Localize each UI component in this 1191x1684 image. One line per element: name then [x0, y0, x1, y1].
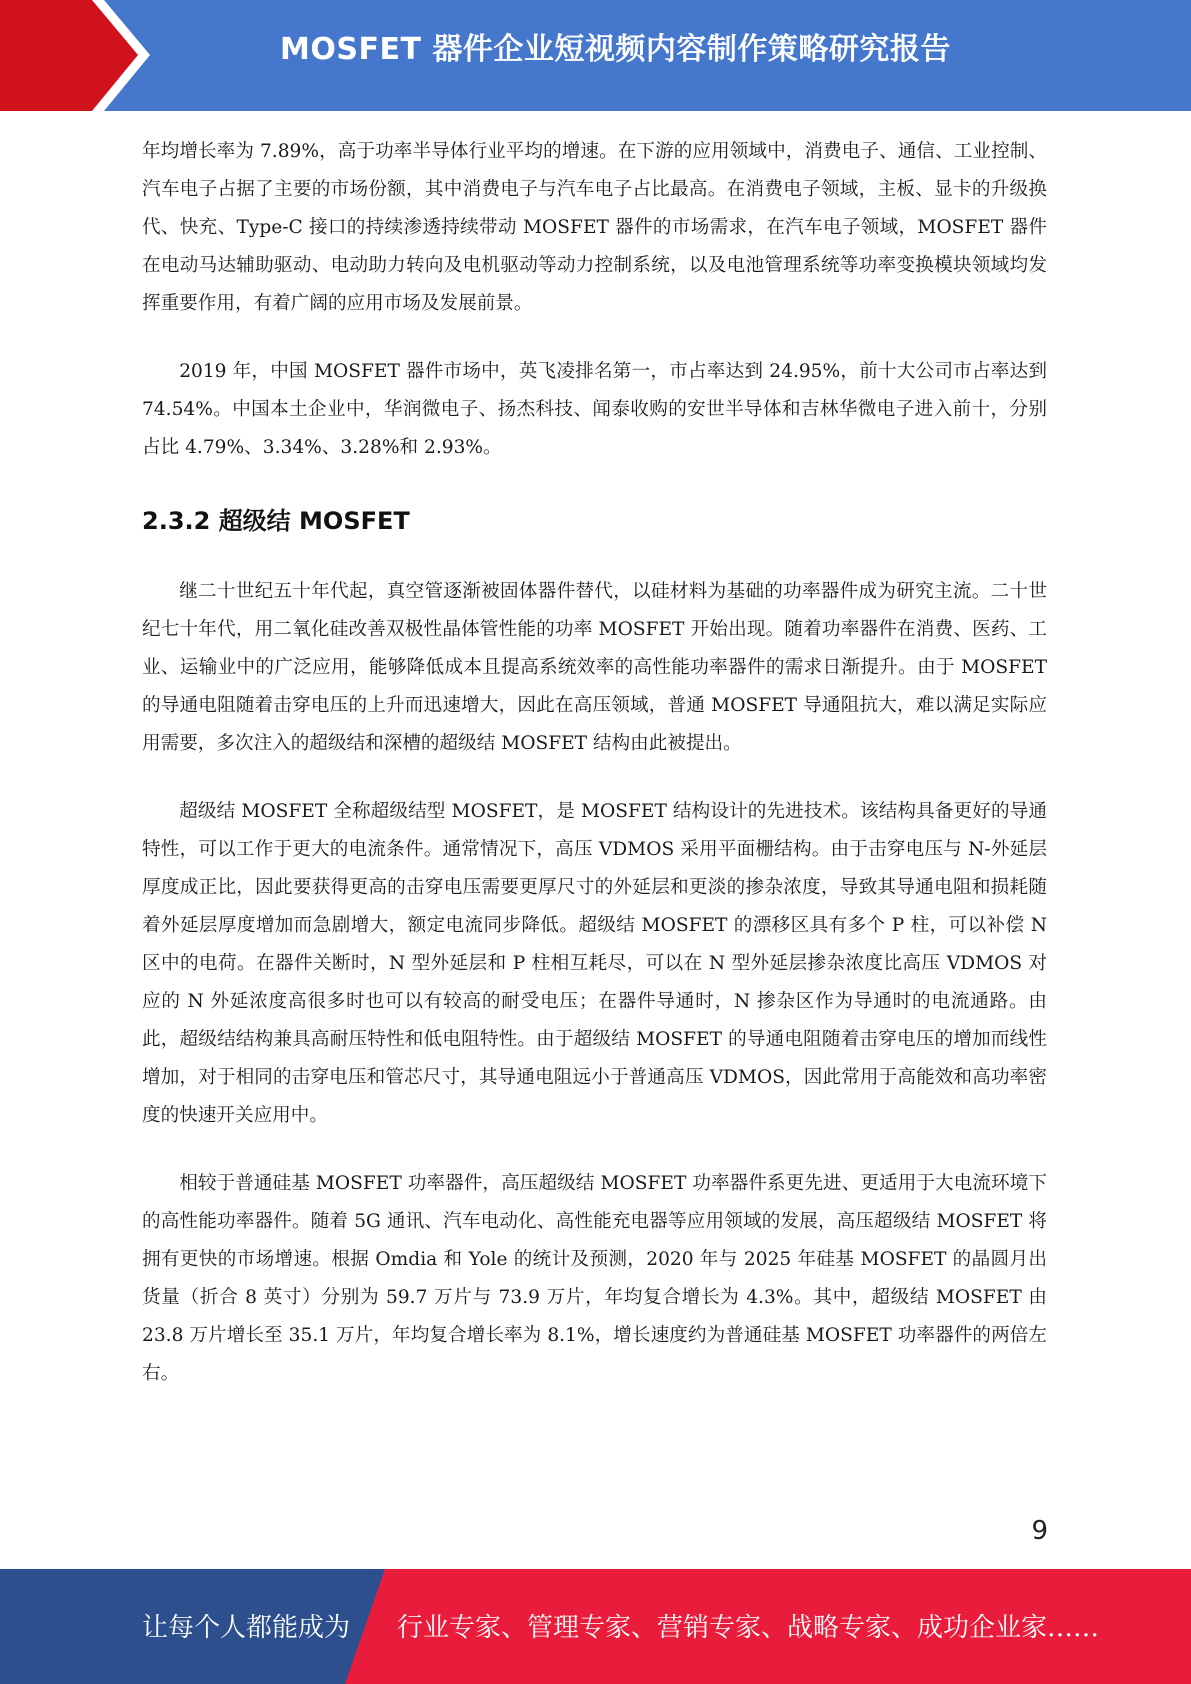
footer-slogan-right: 行业专家、管理专家、营销专家、战略专家、成功企业家…… [397, 1613, 1100, 1643]
section-heading: 2.3.2 超级结 MOSFET [142, 507, 410, 535]
page-header [0, 0, 1191, 111]
document-body [142, 133, 1047, 1423]
paragraph-history: 继二十世纪五十年代起，真空管逐渐被固体器件替代，以硅材料为基础的功率器件成为研究主流。二十世纪七十年代，用二氧化硅改善双极性晶体管性能的功率 MOSFET 开始出现。随着功率器件在消费、医药、工业、运输业中的广泛应用，能够降低成本且提高系统效率的高性能功率器件的需求日渐提升。由于 MOSFET 的导通电阻随着击穿电压的上升而迅速增大，因此在高压领域，普通 MOSFET 导通阻抗大，难以满足实际应用需要，多次注入的超级结和深槽的超级结 MOSFET 结构由此被提出。 [142, 581, 1047, 754]
paragraph-market-forecast: 相较于普通硅基 MOSFET 功率器件，高压超级结 MOSFET 功率器件系更先进、更适用于大电流环境下的高性能功率器件。随着 5G 通讯、汽车电动化、高性能充电器等应用领域的发展，高压超级结 MOSFET 将拥有更快的市场增速。根据 Omdia 和 Yole 的统计及预测，2020 年与 2025 年硅基 MOSFET 的晶圆月出货量（折合 8 英寸）分别为 59.7 万片与 73.9 万片，年均复合增长为 4.3%。其中，超级结 MOSFET 由 23.8 万片增长至 35.1 万片，年均复合增长率为 8.1%，增长速度约为普通硅基 MOSFET 功率器件的两倍左右。 [142, 1173, 1047, 1384]
paragraph-superjunction-tech: 超级结 MOSFET 全称超级结型 MOSFET，是 MOSFET 结构设计的先进技术。该结构具备更好的导通特性，可以工作于更大的电流条件。通常情况下，高压 VDMOS 采用平面栅结构。由于击穿电压与 N-外延层厚度成正比，因此要获得更高的击穿电压需要更厚尺寸的外延层和更淡的掺杂浓度，导致其导通电阻和损耗随着外延层厚度增加而急剧增大，额定电流同步降低。超级结 MOSFET 的漂移区具有多个 P 柱，可以补偿 N 区中的电荷。在器件关断时，N 型外延层和 P 柱相互耗尽，可以在 N 型外延层掺杂浓度比高压 VDMOS 对应的 N 外延浓度高很多时也可以有较高的耐受电压；在器件导通时，N 掺杂区作为导通时的电流通路。由此，超级结结构兼具高耐压特性和低电阻特性。由于超级结 MOSFET 的导通电阻随着击穿电压的增加而线性增加，对于相同的击穿电压和管芯尺寸，其导通电阻远小于普通高压 VDMOS，因此常用于高能效和高功率密度的快速开关应用中。 [142, 801, 1047, 1126]
paragraph-market-growth: 年均增长率为 7.89%，高于功率半导体行业平均的增速。在下游的应用领域中，消费电子、通信、工业控制、汽车电子占据了主要的市场份额，其中消费电子与汽车电子占比最高。在消费电子领域，主板、显卡的升级换代、快充、Type-C 接口的持续渗透持续带动 MOSFET 器件的市场需求，在汽车电子领域，MOSFET 器件在电动马达辅助驱动、电动助力转向及电机驱动等动力控制系统，以及电池管理系统等功率变换模块领域均发挥重要作用，有着广阔的应用市场及发展前景。 [142, 141, 1047, 314]
paragraph-market-share: 2019 年，中国 MOSFET 器件市场中，英飞凌排名第一，市占率达到 24.95%，前十大公司市占率达到 74.54%。中国本土企业中，华润微电子、扬杰科技、闻泰收购的安世半导体和吉林华微电子进入前十，分别占比 4.79%、3.34%、3.28%和 2.93%。 [142, 361, 1047, 458]
page-footer [0, 1569, 1191, 1684]
footer-slogan-left: 让每个人都能成为 [142, 1613, 351, 1643]
page-number: 9 [1031, 1516, 1048, 1546]
report-title: MOSFET 器件企业短视频内容制作策略研究报告 [280, 32, 951, 67]
